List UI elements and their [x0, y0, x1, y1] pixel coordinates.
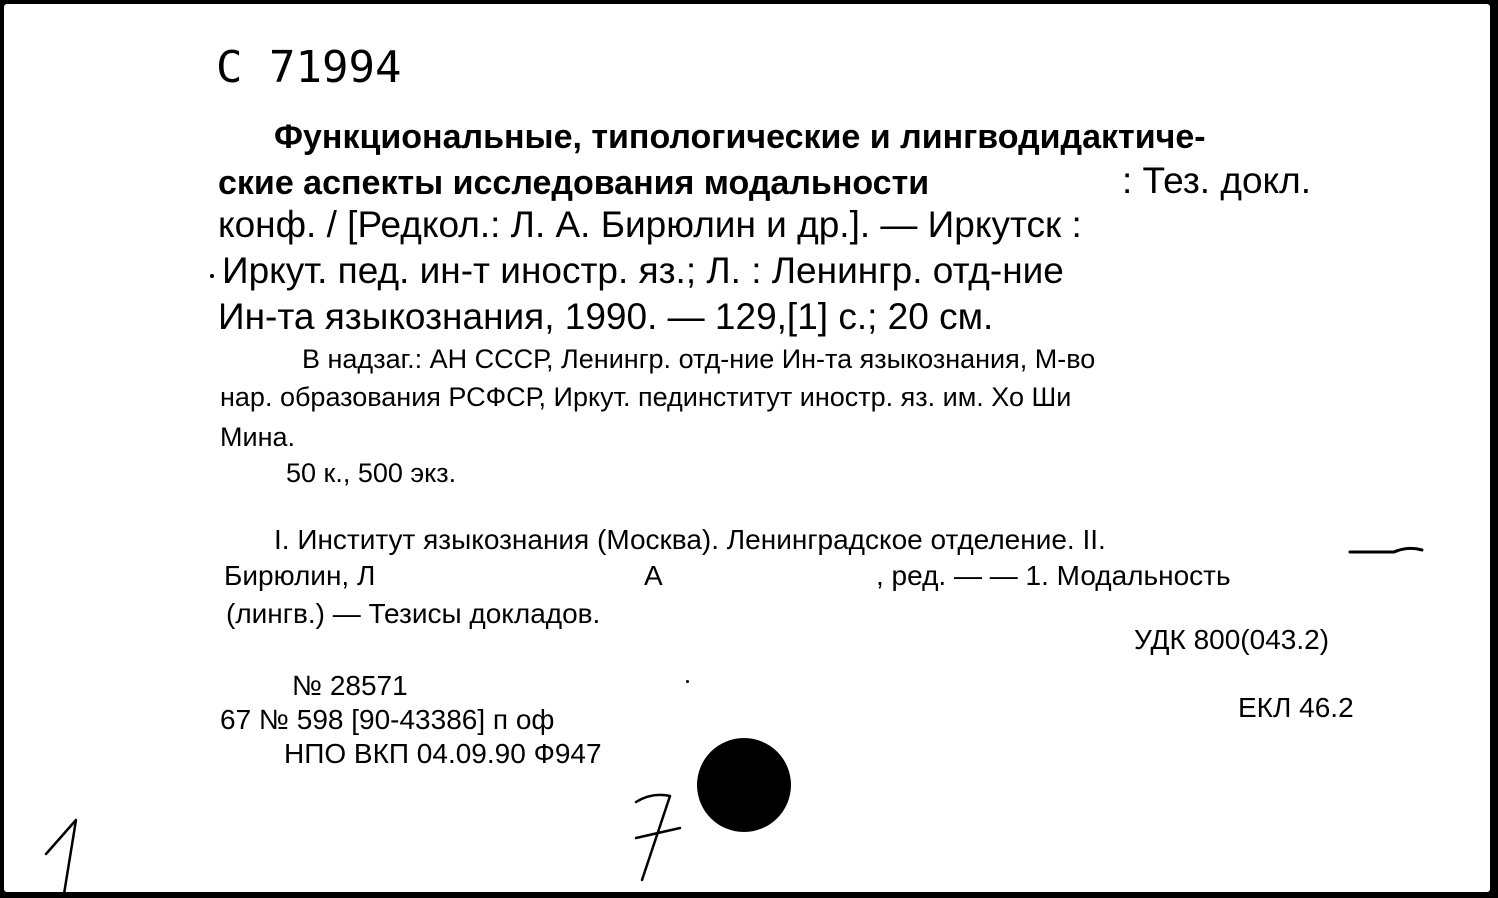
printer-line: НПО ВКП 04.09.90 Ф947 — [284, 738, 602, 769]
ekl-code: ЕКЛ 46.2 — [1238, 692, 1354, 723]
speck — [210, 274, 214, 278]
entry-line-4: Иркут. пед. ин-т иностр. яз.; Л. : Ленингр. отд-ние — [222, 250, 1064, 291]
tracing-line-3: (лингв.) — Тезисы докладов. — [226, 598, 601, 629]
handwritten-mark-left — [40, 814, 100, 898]
tracing-line-2-name: Бирюлин, Л — [224, 560, 376, 591]
entry-line-5: Ин-та языкознания, 1990. — 129,[1] с.; 20 см. — [218, 296, 994, 337]
handwritten-mark-center — [622, 788, 692, 888]
handwritten-underline — [1344, 544, 1428, 558]
tracing-line-2-initial: А — [644, 560, 663, 591]
price-line: 50 к., 500 экз. — [286, 458, 457, 488]
entry-line-3: конф. / [Редкол.: Л. А. Бирюлин и др.]. — Иркутск : — [218, 204, 1082, 245]
catalog-card — [4, 4, 1490, 892]
card-number: № 28571 — [292, 670, 408, 701]
order-line: 67 № 598 [90-43386] п оф — [220, 704, 555, 735]
speck — [686, 680, 689, 683]
title-line-1: Функциональные, типологические и лингводидактиче- — [274, 118, 1206, 156]
tracing-line-1: I. Институт языкознания (Москва). Ленинградское отделение. II. — [274, 524, 1106, 555]
udc-code: УДК 800(043.2) — [1134, 624, 1330, 655]
punch-hole — [697, 738, 791, 832]
tracing-line-2-tail: , ред. — — 1. Модальность — [876, 560, 1231, 591]
note-line-2: нар. образования РСФСР, Иркут. пединститут иностр. яз. им. Хо Ши — [220, 382, 1072, 412]
note-line-1: В надзаг.: АН СССР, Ленингр. отд-ние Ин-та языкознания, М-во — [302, 344, 1096, 374]
title-line-2-tail: : Тез. докл. — [1122, 160, 1312, 201]
note-line-3: Мина. — [220, 422, 296, 452]
title-line-2: ские аспекты исследования модальности — [218, 164, 930, 202]
call-number: C 71994 — [216, 42, 402, 93]
